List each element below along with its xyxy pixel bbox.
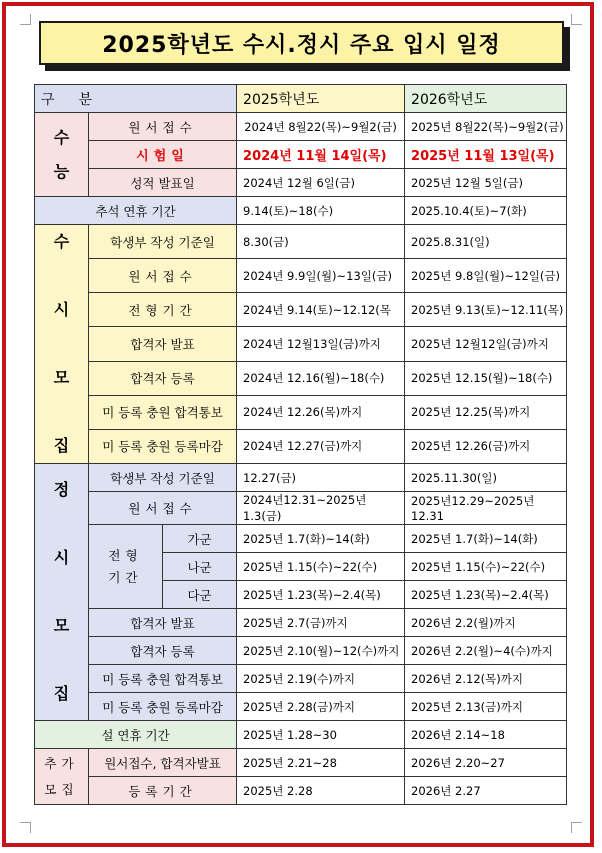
- cell-2026: 2025년 12.15(월)~18(수): [405, 361, 567, 395]
- row-label: 원서접수: [89, 259, 237, 293]
- cell-2026: 2026년 2.20~27: [405, 749, 567, 777]
- table-row: [35, 637, 567, 665]
- group-jeongsi: 정 시 모 집: [35, 464, 89, 721]
- row-label: 등록기간: [89, 777, 237, 805]
- cell-2026: 2026년 2.12(목)까지: [405, 665, 567, 693]
- table-row: [35, 395, 567, 429]
- cell-2025: 2025년 2.28: [237, 777, 405, 805]
- cell-2025: 2024년 12.27(금)까지: [237, 429, 405, 463]
- cell-2025: 2024년 12월 6일(금): [237, 169, 405, 197]
- cell-2025: 8.30(금): [237, 225, 405, 259]
- cell-2026: 2025년 9.8일(월)~12일(금): [405, 259, 567, 293]
- cell-2025: 2025년 2.28(금)까지: [237, 693, 405, 721]
- row-label: 합격자 등록: [89, 361, 237, 395]
- cell-2026: 2026년 2.27: [405, 777, 567, 805]
- cell-2025: 2024년 8월22(목)~9월2(금): [237, 113, 405, 141]
- row-label: 원서접수, 합격자발표: [89, 749, 237, 777]
- row-label: 다군: [163, 581, 237, 609]
- row-label: 성적 발표일: [89, 169, 237, 197]
- cell-2025: 2025년 1.23(목)~2.4(목): [237, 581, 405, 609]
- header-2025: 2025학년도: [237, 85, 405, 113]
- corner-mark: [20, 822, 31, 833]
- group-chuga: 추가 모집: [35, 749, 89, 805]
- page-title: 2025학년도 수시.정시 주요 입시 일정: [39, 21, 564, 65]
- cell-2025: 2025년 2.21~28: [237, 749, 405, 777]
- cell-2025: 2024년 12.16(월)~18(수): [237, 361, 405, 395]
- cell-2026: 2025년 11월 13일(목): [405, 141, 567, 169]
- row-label: 합격자 발표: [89, 609, 237, 637]
- cell-2026: 2025년 8월22(목)~9월2(금): [405, 113, 567, 141]
- cell-2025: 2025년 2.19(수)까지: [237, 665, 405, 693]
- cell-2025: 2024년12.31~2025년1.3(금): [237, 492, 405, 525]
- table-row: [35, 665, 567, 693]
- cell-2025: 2025년 1.15(수)~22(수): [237, 553, 405, 581]
- row-label: 나군: [163, 553, 237, 581]
- cell-2026: 2025년 12월 5일(금): [405, 169, 567, 197]
- cell-2026: 2025년 2.13(금)까지: [405, 693, 567, 721]
- cell-2026: 2026년 2.2(월)까지: [405, 609, 567, 637]
- table-row: [35, 113, 567, 141]
- header-category: 구분: [35, 85, 237, 113]
- cell-2025: 2025년 2.7(금)까지: [237, 609, 405, 637]
- cell-2026: 2025년 1.7(화)~14(화): [405, 525, 567, 553]
- table-row: [35, 721, 567, 749]
- cell-2026: 2025년 1.23(목)~2.4(목): [405, 581, 567, 609]
- table-row: [35, 197, 567, 225]
- row-label: 합격자 발표: [89, 327, 237, 361]
- cell-2025: 2024년 9.14(토)~12.12(목: [237, 293, 405, 327]
- row-label: 미 등록 충원 등록마감: [89, 429, 237, 463]
- table-row: [35, 225, 567, 259]
- group-susi: 수 시 모 집: [35, 225, 89, 464]
- table-row: [35, 169, 567, 197]
- cell-2026: 2025년 12.26(금)까지: [405, 429, 567, 463]
- cell-2025: 2025년 1.7(화)~14(화): [237, 525, 405, 553]
- cell-2026: 2025년 12.25(목)까지: [405, 395, 567, 429]
- table-row: [35, 693, 567, 721]
- cell-2026: 2026년 2.2(월)~4(수)까지: [405, 637, 567, 665]
- cell-2025: 2024년 9.9일(월)~13일(금): [237, 259, 405, 293]
- row-label: 학생부 작성 기준일: [89, 464, 237, 492]
- row-label: 미 등록 충원 등록마감: [89, 693, 237, 721]
- schedule-table: [34, 84, 567, 805]
- table-row: [35, 293, 567, 327]
- table-row: [35, 749, 567, 777]
- table-row: [35, 361, 567, 395]
- table-row: [35, 609, 567, 637]
- row-label: 미 등록 충원 합격통보: [89, 395, 237, 429]
- cell-2026: 2025년 9.13(토)~12.11(목): [405, 293, 567, 327]
- table-row: [35, 525, 567, 553]
- row-label: 시험일: [89, 141, 237, 169]
- cell-2025: 2024년 11월 14일(목): [237, 141, 405, 169]
- row-label: 원서접수: [89, 113, 237, 141]
- cell-2025: 2025년 1.28~30: [237, 721, 405, 749]
- corner-mark: [20, 14, 31, 25]
- cell-2026: 2025년 1.15(수)~22(수): [405, 553, 567, 581]
- row-label: 미 등록 충원 합격통보: [89, 665, 237, 693]
- row-label: 전형기간: [89, 293, 237, 327]
- table-row: [35, 492, 567, 525]
- table-row: [35, 141, 567, 169]
- table-row: [35, 429, 567, 463]
- corner-mark: [571, 822, 582, 833]
- header-2026: 2026학년도: [405, 85, 567, 113]
- corner-mark: [571, 14, 582, 25]
- row-label: 설 연휴 기간: [35, 721, 237, 749]
- cell-2026: 2025년12.29~2025년12.31: [405, 492, 567, 525]
- group-suneung: 수 능: [35, 113, 89, 197]
- row-label: 가군: [163, 525, 237, 553]
- table-row: [35, 777, 567, 805]
- table-row: [35, 464, 567, 492]
- cell-2025: 2024년 12.26(목)까지: [237, 395, 405, 429]
- row-label: 추석 연휴 기간: [35, 197, 237, 225]
- cell-2026: 2025.11.30(일): [405, 464, 567, 492]
- cell-2026: 2025.8.31(일): [405, 225, 567, 259]
- cell-2026: 2025.10.4(토)~7(화): [405, 197, 567, 225]
- table-row: [35, 259, 567, 293]
- table-row: [35, 327, 567, 361]
- period-label: 전형 기간: [89, 525, 163, 609]
- cell-2025: 2025년 2.10(월)~12(수)까지: [237, 637, 405, 665]
- cell-2025: 12.27(금): [237, 464, 405, 492]
- row-label: 학생부 작성 기준일: [89, 225, 237, 259]
- cell-2026: 2025년 12월12일(금)까지: [405, 327, 567, 361]
- cell-2026: 2026년 2.14~18: [405, 721, 567, 749]
- cell-2025: 9.14(토)~18(수): [237, 197, 405, 225]
- header-row: [35, 85, 567, 113]
- row-label: 합격자 등록: [89, 637, 237, 665]
- cell-2025: 2024년 12월13일(금)까지: [237, 327, 405, 361]
- row-label: 원서접수: [89, 492, 237, 525]
